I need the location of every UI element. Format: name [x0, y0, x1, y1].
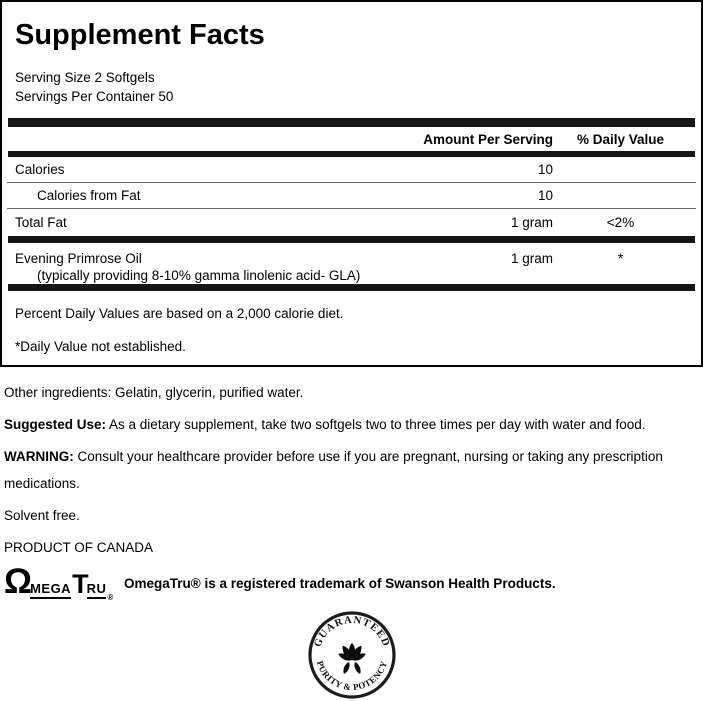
- logo-mega-text: MEGA: [30, 581, 71, 599]
- warning-label: WARNING:: [4, 449, 74, 464]
- guaranteed-purity-potency-seal-icon: [307, 610, 397, 700]
- nutrient-name: Calories from Fat: [37, 188, 141, 203]
- seal-container: [0, 610, 703, 700]
- table-header-row: [2, 127, 701, 151]
- nutrient-name: Calories: [15, 162, 65, 177]
- serving-size: Serving Size 2 Softgels: [15, 70, 155, 85]
- warning-text-line1: Consult your healthcare provider before use if you are pregnant, nursing or taking any prescription: [73, 449, 663, 464]
- trademark-text: OmegaTru® is a registered trademark of Swanson Health Products.: [124, 575, 556, 591]
- nutrient-name: Evening Primrose Oil: [15, 251, 142, 266]
- trademark-row: [4, 561, 703, 602]
- suggested-use: [4, 411, 676, 438]
- solvent-free: Solvent free.: [4, 508, 80, 523]
- nutrient-amount: 10: [537, 162, 553, 177]
- other-ingredients: Other ingredients: Gelatin, glycerin, purified water.: [4, 385, 304, 400]
- col-header-amount: Amount Per Serving: [423, 131, 553, 147]
- label-info-section: [4, 379, 676, 561]
- warning-text-line2: medications.: [4, 476, 80, 491]
- warning: [4, 443, 676, 497]
- nutrient-dv: <2%: [606, 215, 635, 230]
- col-header-daily-value: % Daily Value: [576, 131, 665, 147]
- omega-glyph: Ω: [4, 561, 33, 601]
- thick-divider-bar: [8, 236, 695, 243]
- nutrient-amount: 1 gram: [510, 215, 553, 230]
- nutrient-amount: 10: [537, 188, 553, 203]
- thick-divider-bar: [8, 284, 695, 291]
- registered-mark-icon: ®: [107, 592, 114, 602]
- nutrient-name: Total Fat: [15, 215, 67, 230]
- table-row: [2, 183, 701, 208]
- thick-divider-bar: [8, 118, 695, 127]
- seal-bottom-text: PURITY & POTENCY: [314, 659, 389, 693]
- logo-ru-text: RU: [87, 581, 107, 599]
- footnote-dv-not-established: *Daily Value not established.: [15, 339, 186, 354]
- suggested-use-text: As a dietary supplement, take two softgels two to three times per day with water and food.: [106, 417, 646, 432]
- omegatru-logo: [4, 561, 116, 602]
- table-row: [2, 157, 701, 182]
- panel-title: Supplement Facts: [15, 19, 265, 51]
- table-row: [2, 209, 701, 236]
- footnote-daily-values: Percent Daily Values are based on a 2,000 calorie diet.: [15, 306, 344, 321]
- servings-per-container: Servings Per Container 50: [15, 89, 174, 104]
- nutrient-dv: *: [617, 251, 624, 266]
- table-row: [2, 243, 701, 284]
- seal-top-text: GUARANTEED: [311, 614, 392, 649]
- suggested-use-label: Suggested Use:: [4, 417, 107, 432]
- product-of-canada: PRODUCT OF CANADA: [4, 540, 154, 555]
- nutrient-amount: 1 gram: [510, 251, 553, 266]
- nutrient-name-group: [15, 250, 423, 284]
- nutrient-detail: (typically providing 8-10% gamma linolenic acid- GLA): [37, 268, 361, 283]
- logo-t-text: T: [72, 568, 89, 599]
